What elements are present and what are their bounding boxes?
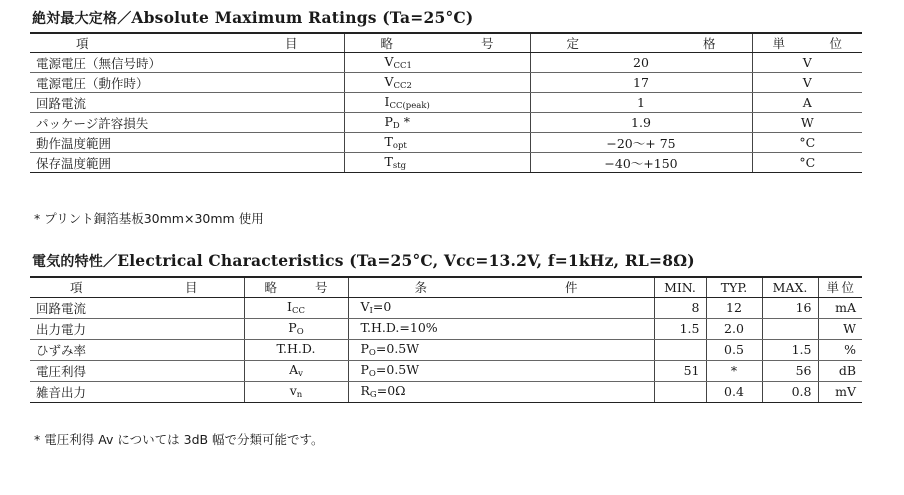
table-row [30, 381, 862, 402]
typ-cell: * [706, 360, 762, 381]
symbol-main: V [384, 74, 394, 89]
condition-main: T.H.D.=10% [360, 320, 438, 335]
symbol-suffix: * [399, 114, 410, 129]
symbol-cell [344, 133, 530, 153]
unit-cell: W [752, 113, 862, 133]
table-row [30, 297, 862, 318]
header-typ: TYP. [706, 277, 762, 297]
header-unit: 単 位 [818, 277, 862, 297]
header-rating: 定 格 [530, 33, 752, 53]
max-cell: 1.5 [762, 339, 818, 360]
unit-cell: mV [818, 381, 862, 402]
abs-max-table [30, 32, 862, 173]
unit-cell: °C [752, 153, 862, 173]
table-row [30, 153, 862, 173]
abs-max-title [32, 8, 473, 28]
elec-char-title-jp: 電気的特性／ [32, 254, 118, 270]
symbol-cell [244, 318, 348, 339]
min-cell: 8 [654, 297, 706, 318]
condition-cell [348, 297, 654, 318]
symbol-main: P [288, 320, 297, 335]
rating-cell: −20〜+ 75 [530, 133, 752, 153]
elec-char-header-row [30, 277, 862, 297]
item-cell: 雑音出力 [30, 381, 244, 402]
typ-cell: 0.4 [706, 381, 762, 402]
condition-rest: =0.5W [375, 341, 420, 356]
symbol-sub: CC1 [393, 61, 412, 71]
symbol-cell [344, 153, 530, 173]
header-unit: 単 位 [752, 33, 862, 53]
item-cell: 動作温度範囲 [30, 133, 344, 153]
max-cell [762, 318, 818, 339]
max-cell: 56 [762, 360, 818, 381]
min-cell [654, 381, 706, 402]
elec-char-table [30, 276, 862, 403]
item-cell: 電源電圧（動作時） [30, 73, 344, 93]
symbol-sub: v [298, 369, 303, 379]
elec-char-title [32, 251, 695, 271]
unit-cell: A [752, 93, 862, 113]
min-cell: 51 [654, 360, 706, 381]
item-cell: パッケージ許容損失 [30, 113, 344, 133]
typ-cell: 12 [706, 297, 762, 318]
symbol-main: V [384, 54, 394, 69]
symbol-sub: CC [291, 306, 305, 316]
symbol-sub: CC(peak) [389, 101, 430, 111]
table-row [30, 53, 862, 73]
typ-cell: 2.0 [706, 318, 762, 339]
item-cell: 回路電流 [30, 297, 244, 318]
symbol-sub: D [392, 121, 400, 131]
condition-sub: O [368, 369, 376, 379]
header-max: MAX. [762, 277, 818, 297]
condition-main: R [360, 383, 370, 398]
condition-sub: O [368, 348, 376, 358]
abs-max-title-jp: 絶対最大定格／ [32, 11, 132, 27]
symbol-sub: opt [392, 141, 407, 151]
condition-cell [348, 381, 654, 402]
symbol-main: T.H.D. [276, 341, 316, 356]
table-row [30, 93, 862, 113]
header-item: 項 目 [30, 277, 244, 297]
symbol-sub: n [296, 390, 303, 400]
elec-char-title-en: Electrical Characteristics (Ta=25°C, Vcc=13.2V, f=1kHz, RL=8Ω) [117, 251, 695, 270]
symbol-main: I [287, 299, 292, 314]
unit-cell: W [818, 318, 862, 339]
symbol-cell [244, 381, 348, 402]
item-cell: ひずみ率 [30, 339, 244, 360]
symbol-main: A [289, 362, 299, 377]
symbol-main: T [384, 134, 393, 149]
item-cell: 電圧利得 [30, 360, 244, 381]
unit-cell: V [752, 53, 862, 73]
abs-max-title-en: Absolute Maximum Ratings (Ta=25°C) [131, 8, 474, 27]
elec-char-note: * 電圧利得 Av については 3dB 幅で分類可能です。 [34, 432, 324, 447]
min-cell: 1.5 [654, 318, 706, 339]
symbol-cell [244, 297, 348, 318]
typ-cell: 0.5 [706, 339, 762, 360]
unit-cell: dB [818, 360, 862, 381]
condition-main: P [360, 341, 369, 356]
rating-cell: 1 [530, 93, 752, 113]
symbol-cell [244, 360, 348, 381]
table-row [30, 318, 862, 339]
condition-cell [348, 318, 654, 339]
symbol-cell [344, 53, 530, 73]
condition-rest: =0.5W [375, 362, 420, 377]
condition-cell [348, 339, 654, 360]
unit-cell: % [818, 339, 862, 360]
rating-cell: 17 [530, 73, 752, 93]
abs-max-note: * プリント銅箔基板30mm×30mm 使用 [34, 211, 264, 226]
unit-cell: V [752, 73, 862, 93]
table-row [30, 113, 862, 133]
rating-cell: 1.9 [530, 113, 752, 133]
rating-cell: −40〜+150 [530, 153, 752, 173]
condition-main: P [360, 362, 369, 377]
abs-max-header-row [30, 33, 862, 53]
symbol-sub: stg [392, 161, 407, 171]
header-min: MIN. [654, 277, 706, 297]
table-row [30, 360, 862, 381]
table-row [30, 133, 862, 153]
item-cell: 電源電圧（無信号時） [30, 53, 344, 73]
symbol-main: T [384, 154, 393, 169]
unit-cell: °C [752, 133, 862, 153]
rating-cell: 20 [530, 53, 752, 73]
condition-main: V [360, 299, 370, 314]
symbol-cell [344, 93, 530, 113]
item-cell: 回路電流 [30, 93, 344, 113]
header-symbol: 略 号 [344, 33, 530, 53]
condition-rest: =0 [372, 299, 392, 314]
condition-rest: =0Ω [376, 383, 406, 398]
header-symbol: 略 号 [244, 277, 348, 297]
max-cell: 16 [762, 297, 818, 318]
symbol-sub: O [296, 327, 304, 337]
table-row [30, 73, 862, 93]
min-cell [654, 339, 706, 360]
item-cell: 出力電力 [30, 318, 244, 339]
max-cell: 0.8 [762, 381, 818, 402]
unit-cell: mA [818, 297, 862, 318]
header-condition: 条 件 [348, 277, 654, 297]
symbol-sub: CC2 [393, 81, 412, 91]
condition-sub: G [369, 390, 377, 400]
table-row [30, 339, 862, 360]
symbol-main: P [384, 114, 393, 129]
item-cell: 保存温度範囲 [30, 153, 344, 173]
symbol-cell [344, 73, 530, 93]
symbol-main: I [384, 94, 390, 109]
header-item: 項 目 [30, 33, 344, 53]
symbol-cell [244, 339, 348, 360]
condition-sub: I [369, 306, 373, 316]
symbol-main: v [289, 383, 297, 398]
symbol-cell [344, 113, 530, 133]
condition-cell [348, 360, 654, 381]
